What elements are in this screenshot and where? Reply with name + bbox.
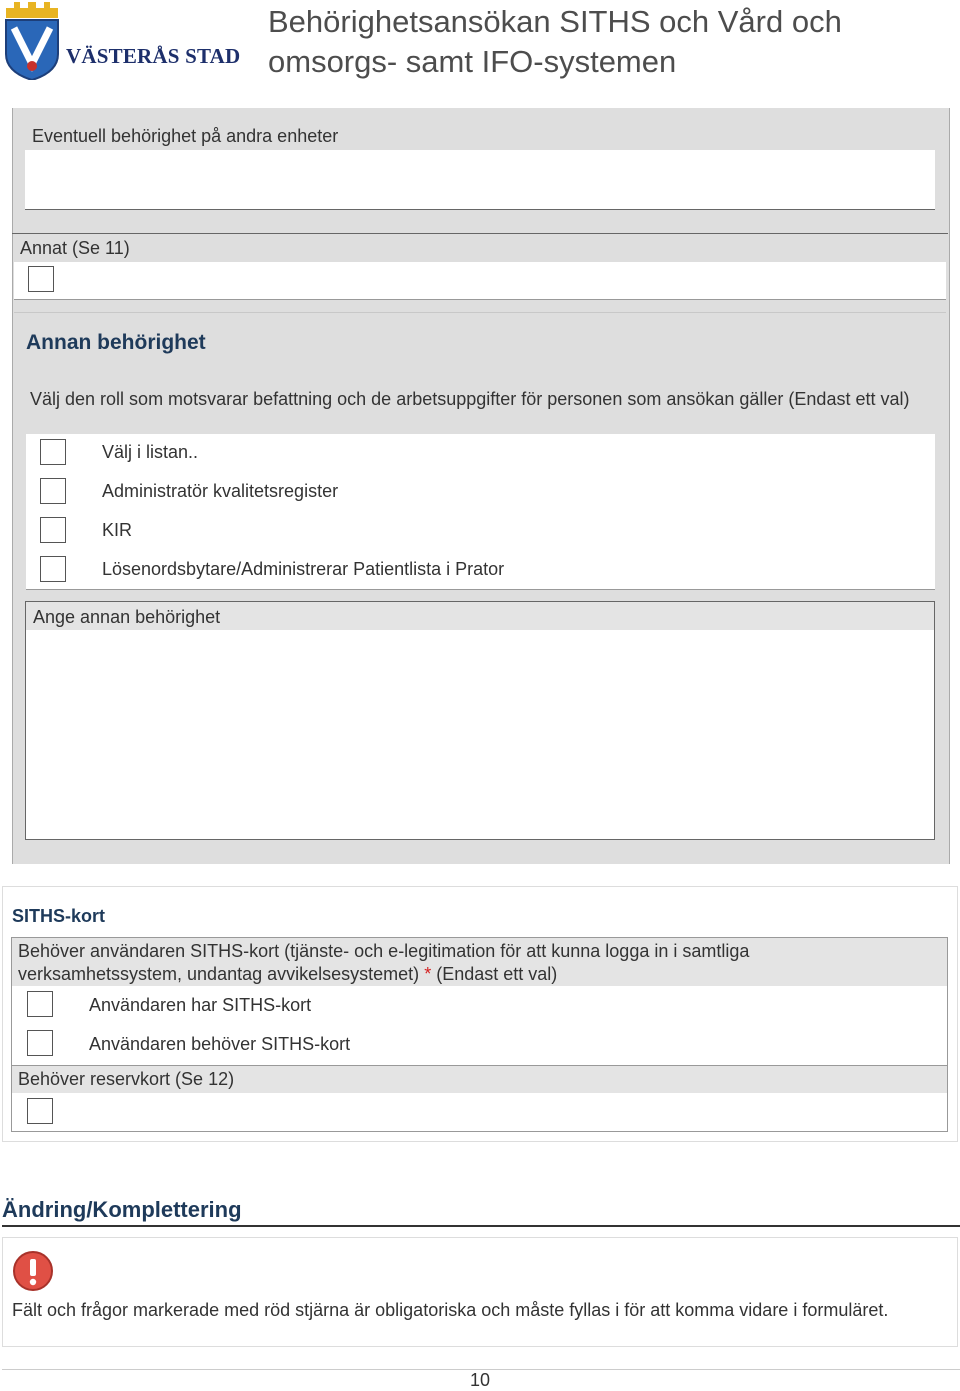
siths-option-checkbox-1[interactable] — [27, 1030, 53, 1056]
warning-icon — [12, 1250, 54, 1292]
page-number: 10 — [469, 1370, 491, 1390]
annat-checkbox[interactable] — [28, 266, 54, 292]
siths-question-suffix: (Endast ett val) — [436, 964, 558, 984]
role-option-label-1: Administratör kvalitetsregister — [102, 481, 339, 501]
other-role-textarea[interactable] — [26, 630, 934, 839]
role-option-checkbox-3[interactable] — [40, 556, 66, 582]
annat-row — [14, 262, 946, 300]
notice-text: Fält och frågor markerade med röd stjärna är obligatoriska och måste fyllas i för att komma vidare i formuläret. — [12, 1300, 889, 1320]
change-heading: Ändring/Komplettering — [2, 1197, 242, 1222]
required-mark: * — [424, 964, 432, 984]
role-option-label-2: KIR — [102, 520, 133, 540]
page-title-line1: Behörighetsansökan SITHS och Vård och — [268, 4, 842, 39]
city-coat-of-arms-logo — [2, 2, 62, 80]
annan-behorighet-heading: Annan behörighet — [26, 331, 206, 354]
reserve-card-label: Behöver reservkort (Se 12) — [18, 1069, 235, 1089]
siths-heading: SITHS-kort — [12, 906, 106, 926]
role-option-checkbox-1[interactable] — [40, 478, 66, 504]
annan-behorighet-instruction: Välj den roll som motsvarar befattning och de arbetsuppgifter för personen som ansökan gäller (Endast ett val) — [30, 389, 910, 409]
annat-label: Annat (Se 11) — [20, 238, 130, 258]
role-option-label-3: Lösenordsbytare/Administrerar Patientlista i Prator — [102, 559, 505, 579]
siths-question-text: Behöver användaren SITHS-kort (tjänste- och e-legitimation för att kunna logga in i samtliga verksamhetssystem, undantag avvikelsesystemet) — [18, 941, 750, 984]
other-role-box — [25, 601, 935, 840]
siths-option-label-0: Användaren har SITHS-kort — [89, 995, 312, 1015]
other-role-label: Ange annan behörighet — [33, 607, 221, 627]
page-title-line2: omsorgs- samt IFO-systemen — [268, 44, 677, 79]
other-units-label: Eventuell behörighet på andra enheter — [32, 126, 339, 146]
siths-question — [18, 940, 918, 986]
role-option-checkbox-2[interactable] — [40, 517, 66, 543]
reserve-card-checkbox[interactable] — [27, 1098, 53, 1124]
siths-option-checkbox-0[interactable] — [27, 991, 53, 1017]
page-title — [268, 2, 948, 82]
role-option-label-0: Välj i listan.. — [102, 442, 199, 462]
divider — [12, 233, 948, 234]
role-option-checkbox-0[interactable] — [40, 439, 66, 465]
divider — [14, 312, 946, 313]
divider — [2, 1225, 960, 1227]
org-name: VÄSTERÅS STAD — [66, 44, 241, 68]
notice-box — [2, 1237, 958, 1347]
siths-option-label-1: Användaren behöver SITHS-kort — [89, 1034, 351, 1054]
other-units-field[interactable] — [25, 150, 935, 210]
